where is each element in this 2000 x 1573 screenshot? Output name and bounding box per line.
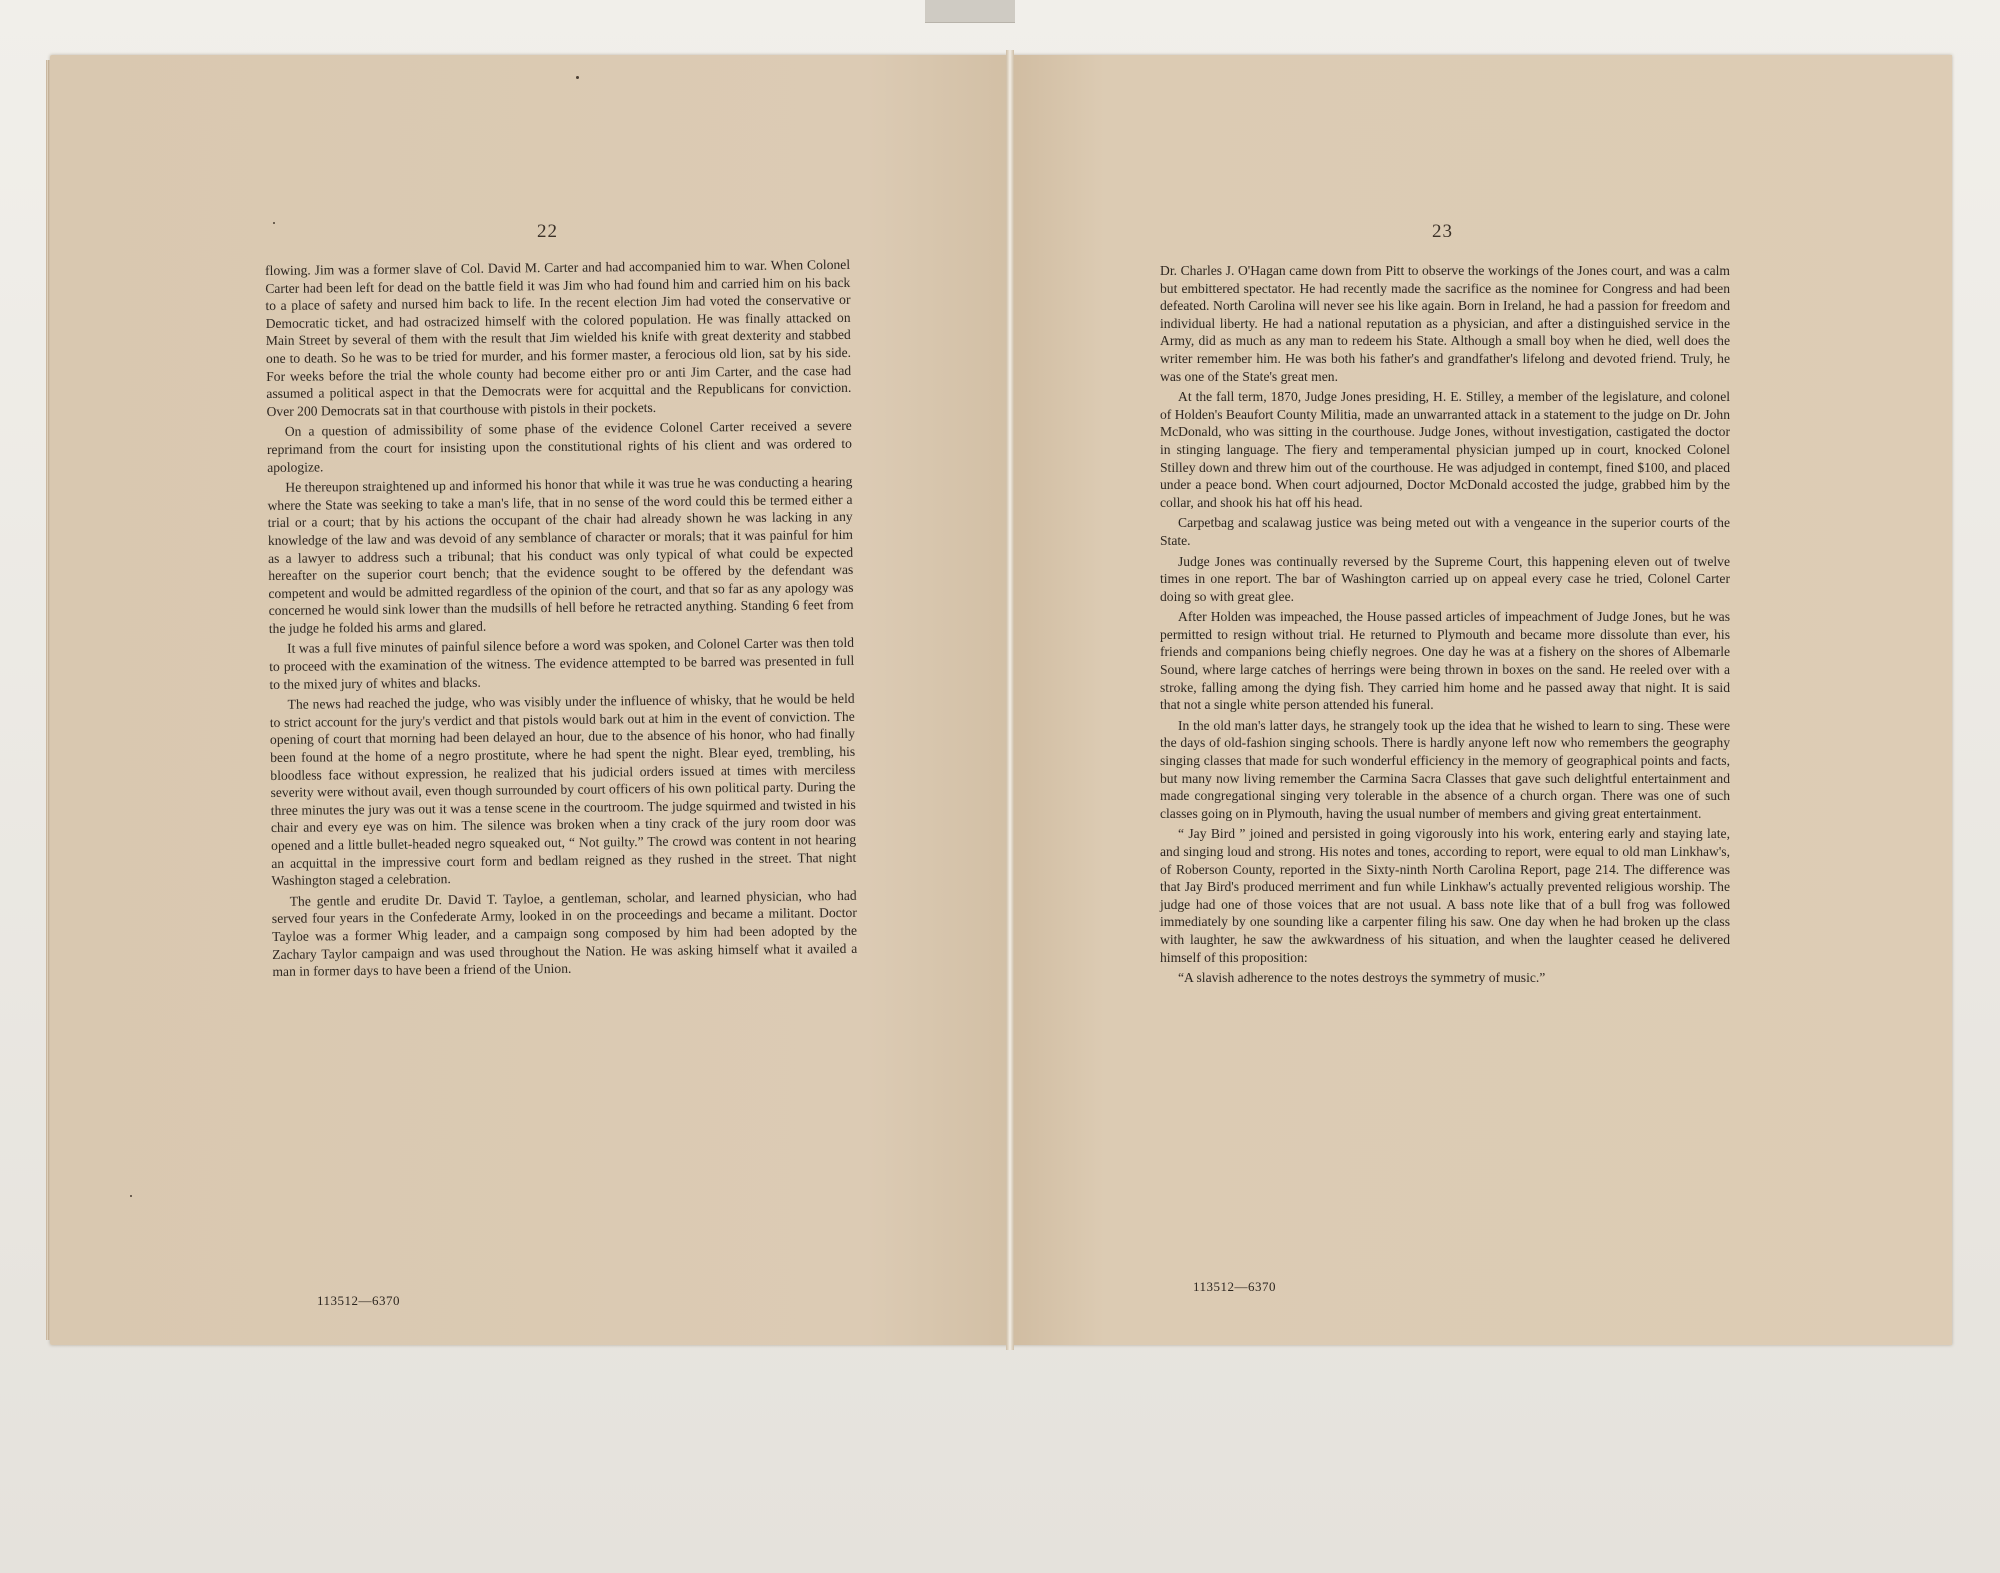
binding-tab [925,0,1015,23]
ink-speck [130,1195,132,1197]
paragraph: The news had reached the judge, who was visibly under the influence of whisky, that he would be held to strict account for the jury's verdict and that pistols would bark out at him in the event of conviction. The opening of court that morning had been delayed an hour, due to the absence of his honor, who had finally been found at the home of a negro prostitute, where he had spent the night. Blear eyed, trembling, his bloodless face without expression, he realized that his judicial orders issued at times with merciless severity were without avail, even though surrounded by court officers of his own political party. During the three minutes the jury was out it was a tense scene in the courtroom. The judge squirmed and twisted in his chair and every eye was on him. The silence was broken when a tiny crack of the jury room door was opened and a little bullet-headed negro squeaked out, “ Not guilty.” The crowd was content in not hearing an acquittal in the impressive court form and bedlam reigned as they rushed in the street. That night Washington staged a celebration. [269,691,857,889]
paragraph: Dr. Charles J. O'Hagan came down from Pitt to observe the workings of the Jones court, and was a calm but embittered spectator. He had recently made the sacrifice as the nominee for Congress and had been defeated. North Carolina will never see his like again. Born in Ireland, he had a passion for freedom and individual liberty. He had a national reputation as a physician, and after a distinguished service in the Army, did as much as any man to redeem his State. Although a small boy when he died, well does the writer remember him. He was both his father's and grandfather's lifelong and devoted friend. Truly, he was one of the State's great men. [1160,263,1730,384]
paragraph: In the old man's latter days, he strangely took up the idea that he wished to learn to sing. These were the days of old-fashion singing schools. There is hardly anyone left now who remembers the geography singing classes that made for such wonderful efficiency in the memory of geographical points and facts, but many now living remember the Carmina Sacra Classes that gave such delightful entertainment and made congregational singing very tolerable in the absence of a church organ. There was one of such classes going on in Plymouth, having the usual number of members and giving great entertainment. [1160,717,1730,821]
paragraph: flowing. Jim was a former slave of Col. David M. Carter and had accompanied him to war. When Colonel Carter had been left for dead on the battle field it was Jim who had found him and carried him on his back to a place of safety and nursed him back to life. In the recent election Jim had voted the conservative or Democratic ticket, and had ostracized himself with the colored population. He was finally attacked on Main Street by several of them with the result that Jim wielded his knife with great dexterity and stabbed one to death. So he was to be tried for murder, and his former master, a ferocious old lion, sat by his side. For weeks before the trial the whole county had become either pro or anti Jim Carter, and the case had assumed a political aspect in that the Democrats were for acquittal and the Republicans for conviction. Over 200 Democrats sat in that courthouse with pistols in their pockets. [265,256,852,419]
paragraph: Judge Jones was continually reversed by the Supreme Court, this happening eleven out of twelve times in one report. The bar of Washington carried up on appeal every case he tried, Colonel Carter doing so with great glee. [1160,553,1730,604]
paragraph: The gentle and erudite Dr. David T. Tayloe, a gentleman, scholar, and learned physician, who had served four years in the Confederate Army, looked in on the proceedings and became a militant. Doctor Tayloe was a former Whig leader, and a campaign song composed by him had been adopted by the Zachary Taylor campaign and was used throughout the Nation. He was asking himself what it availed a man in former days to have been a friend of the Union. [271,887,858,980]
paragraph: He thereupon straightened up and informed his honor that while it was true he was conducting a hearing where the State was seeking to take a man's life, that in no sense of the word could this be termed either a trial or a court; that by his actions the occupant of the chair had already shown he was lacking in any knowledge of the law and was devoid of any semblance of character or morals; that it was painful for him as a lawyer to address such a tribunal; that his conduct was only typical of what could be expected hereafter on the superior court bench; that the evidence sought to be offered by the defendant was competent and would be admitted regardless of the opinion of the court, and that so far as any apology was concerned he would sink lower than the mudsills of hell before he retracted anything. Standing 6 feet from the judge he folded his arms and glared. [267,473,854,636]
ink-speck [273,222,275,224]
left-page-text [265,256,858,984]
paragraph: After Holden was impeached, the House passed articles of impeachment of Judge Jones, but he was permitted to resign without trial. He returned to Plymouth and became more dissolute than ever, his friends and companions being chiefly negroes. One day he was at a fishery on the shores of Albemarle Sound, where large catches of herrings were being thrown in boxes on the sand. He reeled over with a stroke, falling among the dying fish. They carried him home and he passed away that night. It is said that not a single white person attended his funeral. [1160,609,1730,713]
page-number-right: 23 [1432,221,1453,242]
paragraph: Carpetbag and scalawag justice was being meted out with a vengeance in the superior courts of the State. [1160,515,1730,548]
right-page-text [1160,262,1730,990]
paragraph: At the fall term, 1870, Judge Jones presiding, H. E. Stilley, a member of the legislature, and colonel of Holden's Beaufort County Militia, made an unwarranted attack in a statement to the judge on Dr. John McDonald, who was sitting in the courthouse. Judge Jones, without investigation, castigated the doctor in stinging language. The fiery and temperamental physician jumped up in court, knocked Colonel Stilley down and threw him out of the courthouse. He was adjudged in contempt, fined $100, and placed under a peace bond. When court adjourned, Doctor McDonald accosted the judge, grabbed him by the collar, and shook his hat off his head. [1160,389,1730,510]
paragraph: On a question of admissibility of some phase of the evidence Colonel Carter received a severe reprimand from the court for insisting upon the constitutional rights of his client and was ordered to apologize. [266,418,853,475]
book-gutter [1006,50,1014,1350]
print-code-left: 113512—6370 [317,1293,401,1308]
ink-speck [576,76,579,79]
paragraph: It was a full five minutes of painful silence before a word was spoken, and Colonel Carter was then told to proceed with the examination of the witness. The evidence attempted to be barred was presented in full to the mixed jury of whites and blacks. [269,635,855,692]
paragraph: “ Jay Bird ” joined and persisted in going vigorously into his work, entering early and staying late, and singing loud and strong. His notes and tones, according to report, were equal to old man Linkhaw's, of Roberson County, reported in the Sixty-ninth North Carolina Report, page 214. The difference was that Jay Bird's produced merriment and fun while Linkhaw's actually prevented religious worship. The judge had one of those voices that are not usual. A bass note like that of a bull frog was followed immediately by one sounding like a carpenter filing his saw. One day when he had broken up the class with laughter, he saw the awkwardness of his situation, and when the laughter ceased he delivered himself of this proposition: [1160,826,1730,965]
print-code-right: 113512—6370 [1193,1279,1277,1294]
quotation: “A slavish adherence to the notes destroys the symmetry of music.” [1178,970,1546,986]
page-number-left: 22 [537,221,558,242]
